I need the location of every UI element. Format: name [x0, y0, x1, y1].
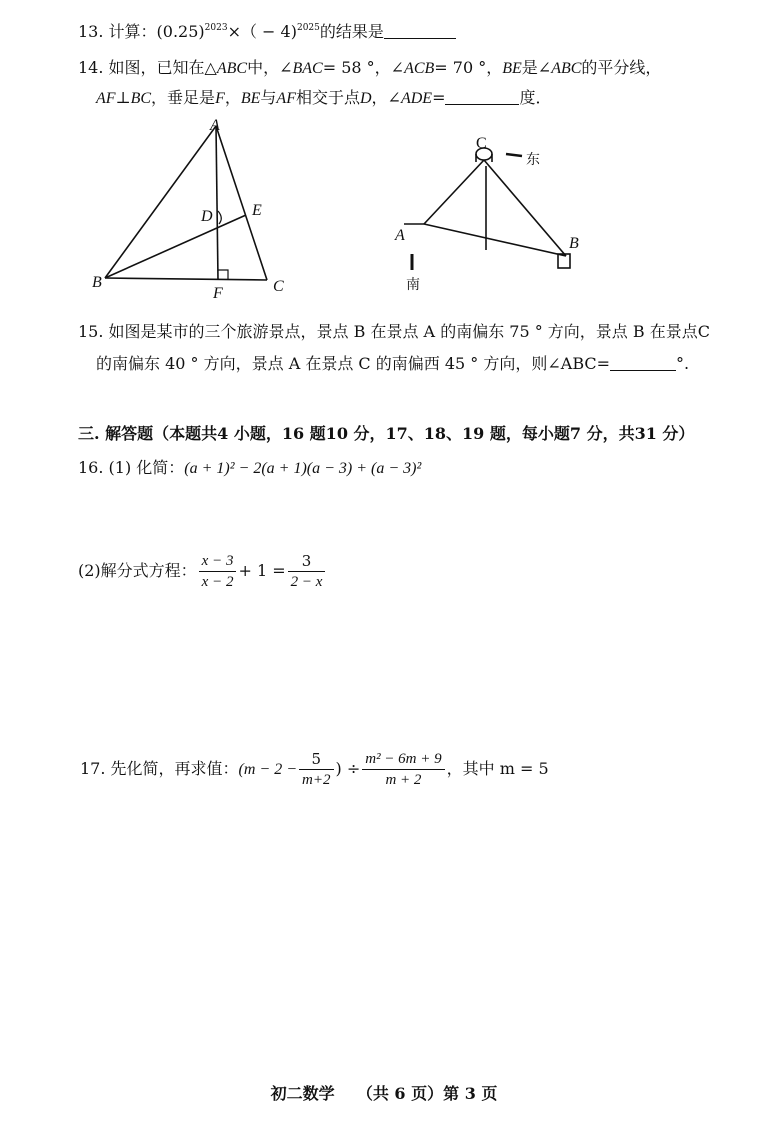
- fraction-1: $\frac{x - 3}{x - 2}$: [199, 551, 237, 592]
- segment-ab: [424, 224, 566, 256]
- question-14-line2: AF⊥BC，垂足是F，BE与AF相交于点D，∠ADE= 度．: [96, 88, 552, 107]
- fraction-1: $\frac{5}{m+2}$: [299, 749, 333, 790]
- label-e: E: [252, 202, 262, 219]
- segment-ab: [105, 126, 216, 278]
- spot-b-marker: [558, 254, 570, 268]
- question-13: 13. 计算：$(0.25)^{2023}\times( - 4)^{2025}$的结果是: [78, 22, 456, 42]
- label-east: 东: [526, 152, 540, 168]
- segment-be: [105, 215, 246, 278]
- segment-bc: [105, 278, 267, 280]
- question-16-part1: 16. (1) 化简：(a + 1)² − 2(a + 1)(a − 3) + (a − 3)²: [78, 458, 422, 477]
- spot-c-marker: [476, 148, 492, 160]
- question-16-part2: (2)解分式方程： $\frac{x - 3}{x - 2}$ + 1 = $\frac{3}{2 - x}$: [78, 550, 327, 592]
- east-arrow: [506, 154, 522, 156]
- label-a: A: [395, 227, 405, 244]
- question-17: 17. 先化简，再求值：(m − 2 − $\frac{5}{m+2}$ ) ÷ $\frac{\text{m² − 6m + 9}}{m + 2}$ ，其中 m = 5: [80, 750, 549, 788]
- page-footer: 初二数学 （共 6 页）第 3 页: [270, 1084, 498, 1103]
- question-14-line1: 14. 如图，已知在△ABC中，∠BAC= 58 °，∠ACB= 70 °，BE是∠ABC的平分线，: [78, 58, 662, 77]
- question-15-line1: 15. 如图是某市的三个旅游景点，景点 B 在景点 A 的南偏东 75 ° 方向，景点 B 在景点C: [78, 322, 710, 341]
- section-3-title: 三. 解答题（本题共4 小题，16 题10 分，17、18、19 题，每小题7 分，共31 分）: [78, 424, 695, 443]
- label-south: 南: [406, 277, 420, 293]
- label-d: D: [201, 208, 213, 225]
- label-c: C: [273, 278, 284, 295]
- answer-blank-14[interactable]: [445, 88, 519, 105]
- right-angle-mark: [218, 270, 228, 280]
- label-b: B: [569, 235, 579, 252]
- segment-cb: [484, 160, 566, 256]
- segment-ca: [424, 160, 484, 224]
- segment-ac: [216, 126, 267, 280]
- label-b: B: [92, 274, 102, 291]
- angle-ade-mark: [218, 211, 221, 224]
- label-c: C: [476, 135, 487, 152]
- label-f: F: [213, 285, 223, 302]
- label-a: A: [210, 117, 220, 134]
- fraction-2: $\frac{3}{2 - x}$: [288, 551, 326, 592]
- answer-blank-15[interactable]: [610, 354, 676, 371]
- answer-blank-13[interactable]: [384, 22, 456, 39]
- fraction-2: $\frac{\text{m² − 6m + 9}}{m + 2}$: [362, 749, 444, 790]
- segment-af: [216, 126, 218, 280]
- question-15-line2: 的南偏东 40 ° 方向，景点 A 在景点 C 的南偏西 45 ° 方向，则∠ABC= °.: [96, 354, 690, 373]
